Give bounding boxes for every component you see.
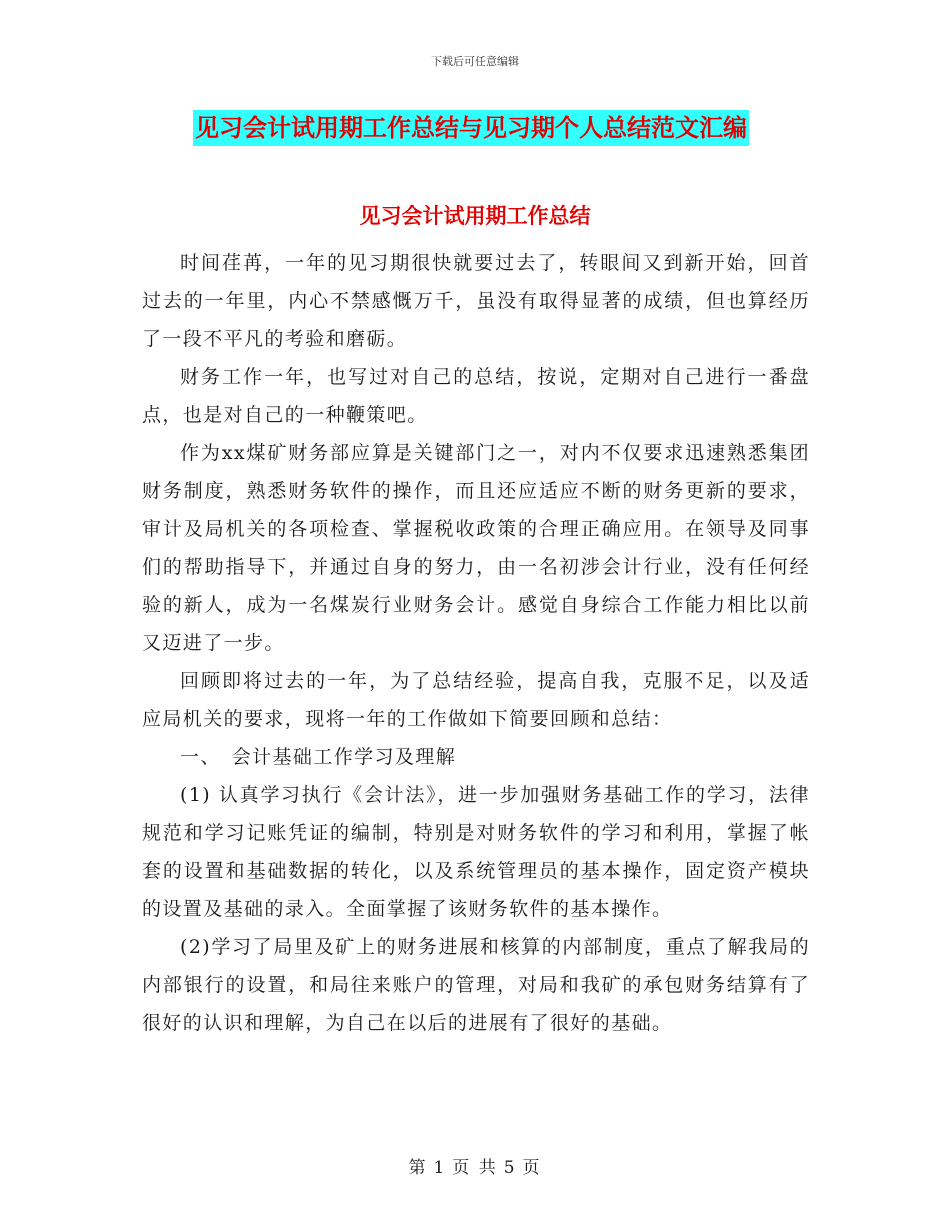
subheading: 一、 会计基础工作学习及理解: [180, 746, 457, 768]
paragraph: (2)学习了局里及矿上的财务进展和核算的内部制度，重点了解我局的内部银行的设置，和局往来账户的管理，对局和我矿的承包财务结算有了很好的认识和理解，为自己在以后的进展有了很好的基础。: [142, 936, 810, 1034]
header-note: 下载后可任意编辑: [431, 55, 519, 68]
footer-prefix: 第: [408, 1158, 428, 1178]
current-page-number: 1: [433, 1158, 447, 1178]
paragraph: 时间荏苒，一年的见习期很快就要过去了，转眼间又到新开始，回首过去的一年里，内心不禁感慨万千，虽没有取得显著的成绩，但也算经历了一段不平凡的考验和磨砺。: [142, 252, 810, 350]
total-pages-number: 5: [503, 1158, 517, 1178]
paragraph: 回顾即将过去的一年，为了总结经验，提高自我，克服不足，以及适应局机关的要求，现将一年的工作做如下简要回顾和总结：: [142, 670, 810, 730]
paragraph: (1) 认真学习执行《会计法》，进一步加强财务基础工作的学习，法律规范和学习记账凭证的编制，特别是对财务软件的学习和利用，掌握了帐套的设置和基础数据的转化，以及系统管理员的基本操作，固定资产模块的设置及基础的录入。全面掌握了该财务软件的基本操作。: [142, 784, 810, 920]
main-title: 见习会计试用期工作总结与见习期个人总结范文汇编: [193, 110, 749, 146]
footer-mid: 页 共: [452, 1158, 498, 1178]
section-title: 见习会计试用期工作总结: [359, 203, 591, 228]
paragraph: 作为xx煤矿财务部应算是关键部门之一，对内不仅要求迅速熟悉集团财务制度，熟悉财务软件的操作，而且还应适应不断的财务更新的要求，审计及局机关的各项检查、掌握税收政策的合理正确应用。在领导及同事们的帮助指导下，并通过自身的努力，由一名初涉会计行业，没有任何经验的新人，成为一名煤炭行业财务会计。感觉自身综合工作能力相比以前又迈进了一步。: [142, 442, 810, 654]
paragraph: 财务工作一年，也写过对自己的总结，按说，定期对自己进行一番盘点，也是对自己的一种鞭策吧。: [142, 366, 810, 426]
page-footer: [0, 1153, 950, 1178]
document-body: [142, 244, 810, 1042]
footer-suffix: 页: [522, 1158, 542, 1178]
